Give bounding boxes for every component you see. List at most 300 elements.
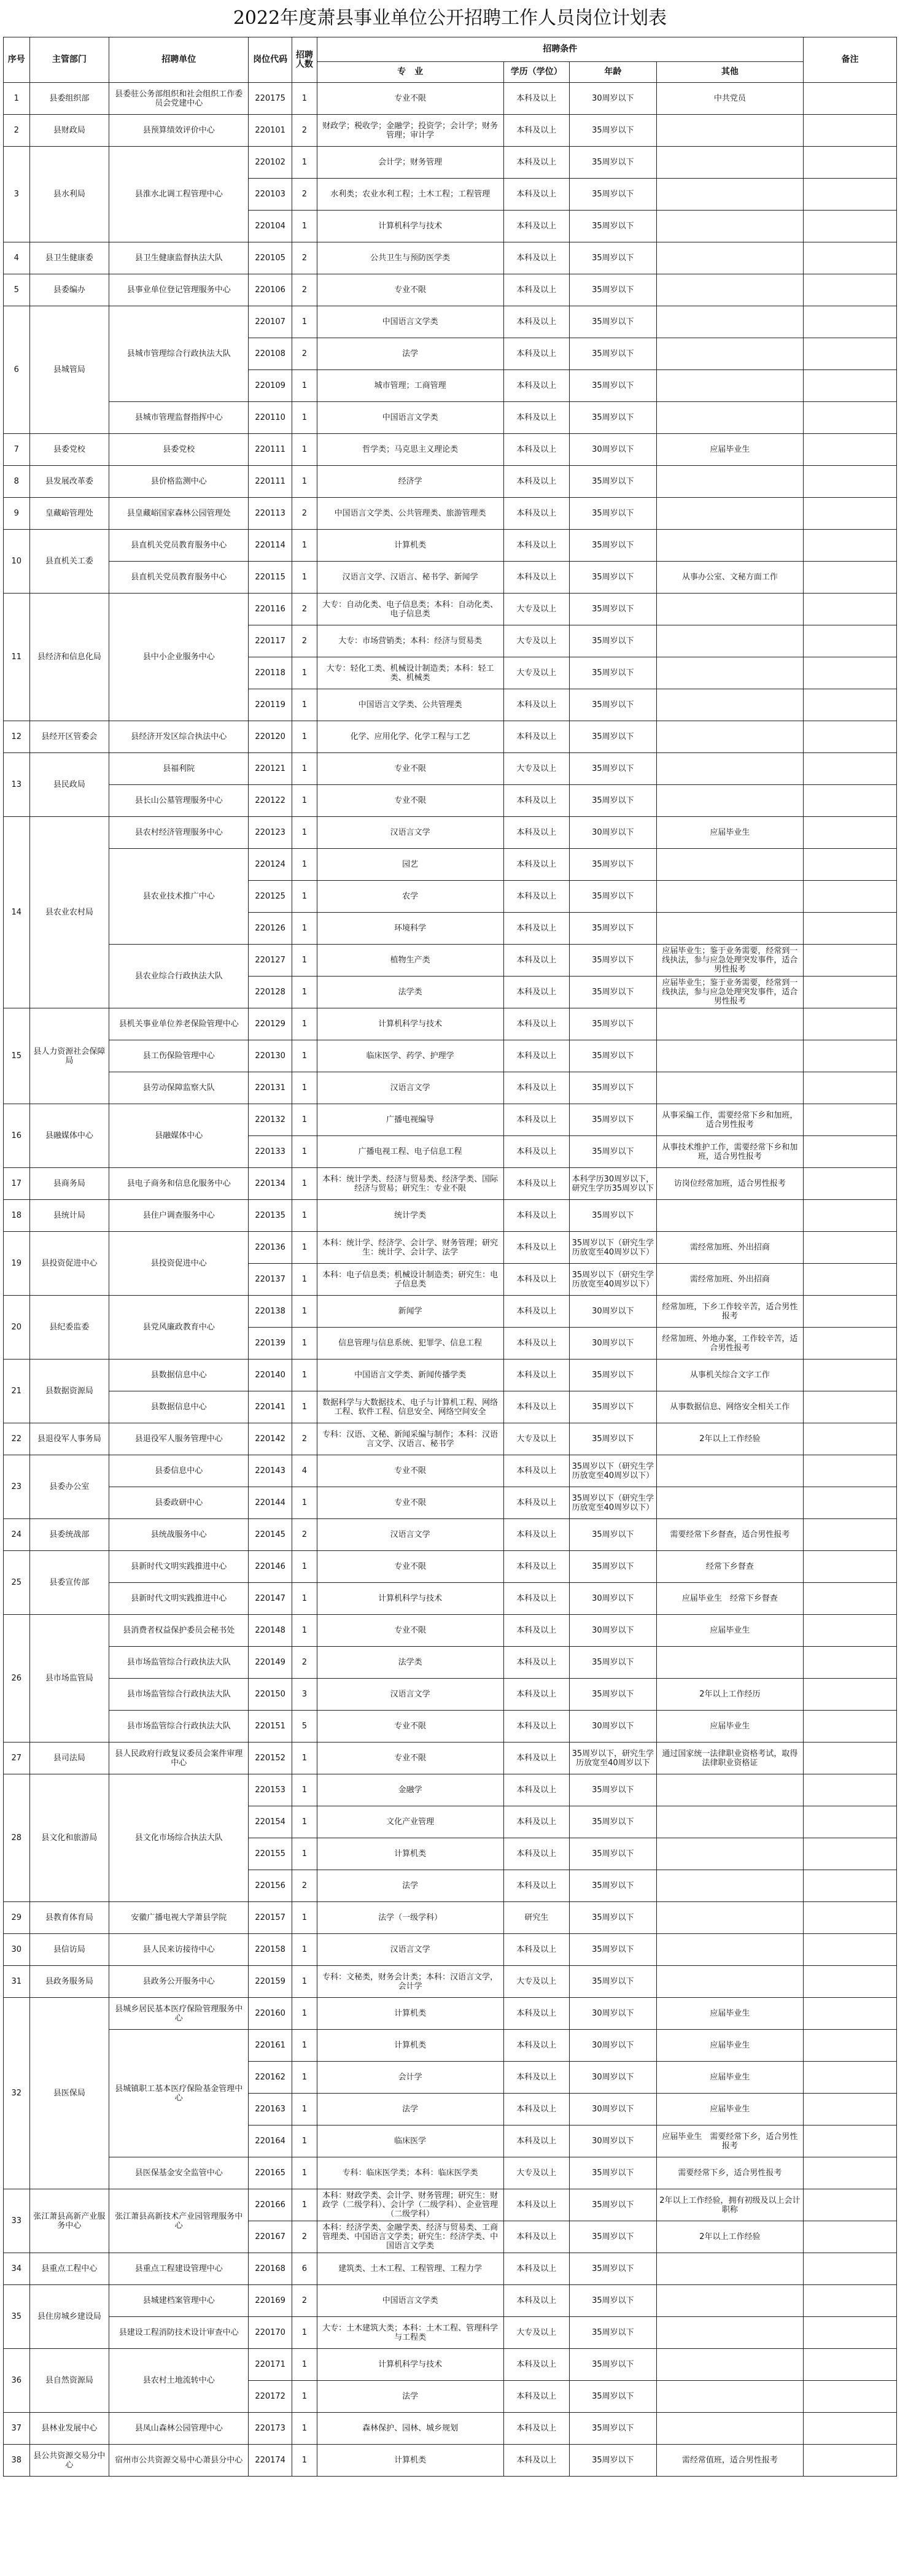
- cell-other: 应届毕业生: [656, 2030, 803, 2062]
- cell-num: 2: [292, 2285, 317, 2317]
- cell-edu: 本科及以上: [503, 562, 569, 594]
- cell-age: 35周岁以下: [569, 594, 656, 625]
- cell-seq: 25: [4, 1551, 30, 1615]
- table-row: [4, 306, 897, 338]
- cell-edu: 本科及以上: [503, 434, 569, 466]
- cell-age: 35周岁以下: [569, 753, 656, 785]
- cell-major: 本科：统计学、经济学、会计学、财务管理；研究生：统计学、会计学、法学: [317, 1232, 503, 1264]
- cell-seq: 9: [4, 498, 30, 530]
- cell-note: [803, 1232, 896, 1264]
- cell-seq: 11: [4, 594, 30, 721]
- cell-age: 35周岁以下: [569, 1679, 656, 1711]
- cell-age: 35周岁以下: [569, 2189, 656, 2221]
- cell-unit: 县中小企业服务中心: [109, 594, 249, 721]
- cell-note: [803, 2349, 896, 2381]
- cell-edu: 本科及以上: [503, 945, 569, 977]
- cell-unit: 宿州市公共资源交易中心萧县分中心: [109, 2445, 249, 2477]
- cell-num: 1: [292, 2349, 317, 2381]
- cell-other: 应届毕业生: [656, 2062, 803, 2094]
- cell-note: [803, 1423, 896, 1455]
- cell-unit: 县人民政府行政复议委员会案件审理中心: [109, 1742, 249, 1774]
- cell-major: 建筑类、土木工程、工程管理、工程力学: [317, 2253, 503, 2285]
- table-row: [4, 849, 897, 881]
- cell-edu: 本科及以上: [503, 817, 569, 849]
- cell-edu: 本科及以上: [503, 2253, 569, 2285]
- cell-edu: 本科及以上: [503, 1742, 569, 1774]
- cell-seq: 22: [4, 1423, 30, 1455]
- header-age: 年龄: [569, 62, 656, 83]
- cell-seq: 26: [4, 1615, 30, 1742]
- cell-note: [803, 1136, 896, 1168]
- cell-major: 临床医学: [317, 2125, 503, 2157]
- cell-dept: 县人力资源社会保障局: [29, 1008, 109, 1104]
- cell-code: 220110: [249, 402, 292, 434]
- cell-major: 计算机科学与技术: [317, 2349, 503, 2381]
- cell-edu: 本科及以上: [503, 1168, 569, 1200]
- cell-edu: 大专及以上: [503, 753, 569, 785]
- cell-age: 35周岁以下: [569, 562, 656, 594]
- cell-major: 文化产业管理: [317, 1806, 503, 1838]
- cell-edu: 本科及以上: [503, 1519, 569, 1551]
- cell-seq: 27: [4, 1742, 30, 1774]
- cell-unit: 县农业技术推广中心: [109, 849, 249, 945]
- cell-code: 220119: [249, 689, 292, 721]
- cell-code: 220172: [249, 2381, 292, 2413]
- cell-age: 35周岁以下: [569, 530, 656, 562]
- cell-code: 220161: [249, 2030, 292, 2062]
- cell-seq: 2: [4, 115, 30, 147]
- cell-age: 35周岁以下: [569, 466, 656, 498]
- table-row: [4, 242, 897, 274]
- cell-other: [656, 753, 803, 785]
- cell-note: [803, 2125, 896, 2157]
- table-row: [4, 2253, 897, 2285]
- cell-edu: 本科及以上: [503, 115, 569, 147]
- cell-dept: 县委组织部: [29, 83, 109, 115]
- cell-other: 应届毕业生: [656, 2094, 803, 2125]
- cell-unit: 县淮水北调工程管理中心: [109, 147, 249, 242]
- cell-dept: 皇藏峪管理处: [29, 498, 109, 530]
- cell-edu: 本科及以上: [503, 1487, 569, 1519]
- cell-seq: 24: [4, 1519, 30, 1551]
- cell-code: 220122: [249, 785, 292, 817]
- cell-num: 1: [292, 1072, 317, 1104]
- cell-edu: 本科及以上: [503, 2349, 569, 2381]
- page-title: 2022年度萧县事业单位公开招聘工作人员岗位计划表: [233, 7, 667, 29]
- cell-dept: 县城管局: [29, 306, 109, 434]
- cell-edu: 本科及以上: [503, 1136, 569, 1168]
- cell-other: 应届毕业生 需要经常下乡，适合男性报考: [656, 2125, 803, 2157]
- cell-age: 35周岁以下: [569, 1360, 656, 1391]
- cell-other: [656, 2381, 803, 2413]
- cell-age: 35周岁以下（研究生学历放宽至40周岁以下）: [569, 1455, 656, 1487]
- cell-code: 220163: [249, 2094, 292, 2125]
- cell-unit: 县市场监管综合行政执法大队: [109, 1647, 249, 1679]
- table-row: [4, 1232, 897, 1264]
- cell-seq: 29: [4, 1902, 30, 1934]
- cell-note: [803, 689, 896, 721]
- table-row: [4, 2157, 897, 2189]
- cell-edu: 本科及以上: [503, 1455, 569, 1487]
- cell-major: 汉语言文学: [317, 817, 503, 849]
- cell-note: [803, 1296, 896, 1328]
- cell-num: 1: [292, 753, 317, 785]
- cell-major: 植物生产类: [317, 945, 503, 977]
- cell-dept: 县委编办: [29, 274, 109, 306]
- cell-num: 1: [292, 721, 317, 753]
- cell-other: [656, 594, 803, 625]
- cell-age: 35周岁以下: [569, 977, 656, 1008]
- cell-other: 需经常加班、外出招商: [656, 1232, 803, 1264]
- table-row: [4, 434, 897, 466]
- table-row: [4, 2285, 897, 2317]
- cell-num: 1: [292, 2157, 317, 2189]
- cell-edu: 本科及以上: [503, 370, 569, 402]
- cell-edu: 本科及以上: [503, 1679, 569, 1711]
- cell-major: 本科：财政学类、会计学、财务管理；研究生：财政学（二级学科）、会计学（二级学科）、企业管理（二级学科）: [317, 2189, 503, 2221]
- cell-dept: 县市场监管局: [29, 1615, 109, 1742]
- cell-code: 220129: [249, 1008, 292, 1040]
- cell-code: 220169: [249, 2285, 292, 2317]
- table-body: [4, 83, 897, 2477]
- cell-note: [803, 817, 896, 849]
- cell-major: 专业不限: [317, 1455, 503, 1487]
- cell-seq: 6: [4, 306, 30, 434]
- cell-age: 35周岁以下: [569, 2285, 656, 2317]
- cell-age: 30周岁以下: [569, 1583, 656, 1615]
- cell-major: 中国语言文学类、新闻传播学类: [317, 1360, 503, 1391]
- cell-other: [656, 1040, 803, 1072]
- cell-unit: 县农业综合行政执法大队: [109, 945, 249, 1008]
- cell-major: 金融学: [317, 1774, 503, 1806]
- cell-code: 220133: [249, 1136, 292, 1168]
- cell-unit: 县数据信息中心: [109, 1391, 249, 1423]
- cell-note: [803, 1104, 896, 1136]
- cell-edu: 大专及以上: [503, 1423, 569, 1455]
- cell-age: 35周岁以下: [569, 2445, 656, 2477]
- cell-code: 220160: [249, 1998, 292, 2030]
- cell-num: 1: [292, 1966, 317, 1998]
- cell-other: [656, 1647, 803, 1679]
- cell-num: 2: [292, 2221, 317, 2253]
- cell-other: [656, 2413, 803, 2445]
- cell-age: 35周岁以下: [569, 913, 656, 945]
- cell-edu: 本科及以上: [503, 881, 569, 913]
- cell-dept: 县委宣传部: [29, 1551, 109, 1615]
- cell-edu: 本科及以上: [503, 2189, 569, 2221]
- cell-age: 35周岁以下: [569, 1391, 656, 1423]
- cell-num: 1: [292, 1902, 317, 1934]
- cell-num: 1: [292, 562, 317, 594]
- cell-num: 2: [292, 338, 317, 370]
- cell-code: 220108: [249, 338, 292, 370]
- cell-other: [656, 147, 803, 179]
- cell-dept: 县司法局: [29, 1742, 109, 1774]
- cell-other: 2年以上工作经验，拥有初级及以上会计职称: [656, 2189, 803, 2221]
- cell-num: 4: [292, 1455, 317, 1487]
- cell-num: 1: [292, 147, 317, 179]
- table-row: [4, 1487, 897, 1519]
- cell-other: 应届毕业生: [656, 434, 803, 466]
- table-row: [4, 1519, 897, 1551]
- cell-age: 30周岁以下: [569, 2062, 656, 2094]
- cell-major: 大专：自动化类、电子信息类；本科：自动化类、电子信息类: [317, 594, 503, 625]
- cell-num: 1: [292, 1104, 317, 1136]
- cell-other: 通过国家统一法律职业资格考试，取得法律职业资格证: [656, 1742, 803, 1774]
- cell-num: 1: [292, 1136, 317, 1168]
- table-row: [4, 753, 897, 785]
- cell-code: 220168: [249, 2253, 292, 2285]
- cell-unit: 县融媒体中心: [109, 1104, 249, 1168]
- cell-age: 35周岁以下: [569, 945, 656, 977]
- cell-edu: 本科及以上: [503, 1040, 569, 1072]
- cell-code: 220106: [249, 274, 292, 306]
- cell-age: 35周岁以下: [569, 1966, 656, 1998]
- cell-major: 本科：电子信息类；机械设计制造类；研究生：电子信息类: [317, 1264, 503, 1296]
- cell-note: [803, 657, 896, 689]
- cell-code: 220116: [249, 594, 292, 625]
- cell-num: 1: [292, 1264, 317, 1296]
- table-row: [4, 1934, 897, 1966]
- cell-age: 35周岁以下（研究生学历放宽至40周岁以下）: [569, 1232, 656, 1264]
- cell-note: [803, 1391, 896, 1423]
- table-row: [4, 530, 897, 562]
- cell-unit: 县预算绩效评价中心: [109, 115, 249, 147]
- cell-code: 220141: [249, 1391, 292, 1423]
- cell-other: 应届毕业生: [656, 1711, 803, 1742]
- cell-num: 1: [292, 913, 317, 945]
- cell-num: 1: [292, 466, 317, 498]
- cell-code: 220138: [249, 1296, 292, 1328]
- cell-note: [803, 466, 896, 498]
- cell-unit: 县委政研中心: [109, 1487, 249, 1519]
- cell-code: 220174: [249, 2445, 292, 2477]
- cell-unit: 县劳动保障监察大队: [109, 1072, 249, 1104]
- cell-dept: 县住房城乡建设局: [29, 2285, 109, 2349]
- cell-other: 需经常值班，适合男性报考: [656, 2445, 803, 2477]
- table-row: [4, 1679, 897, 1711]
- cell-major: 数据科学与大数据技术、电子与计算机工程、网络工程、软件工程、信息安全、网络空间安全: [317, 1391, 503, 1423]
- cell-num: 1: [292, 2125, 317, 2157]
- cell-other: 应届毕业生；鉴于业务需要，经常到一线执法，参与应急处理突发事件，适合男性报考: [656, 945, 803, 977]
- cell-age: 35周岁以下: [569, 211, 656, 242]
- cell-major: 会计学: [317, 2062, 503, 2094]
- cell-unit: 县城乡居民基本医疗保险管理服务中心: [109, 1998, 249, 2030]
- header-unit: 招聘单位: [109, 37, 249, 83]
- cell-unit: 县长山公墓管理服务中心: [109, 785, 249, 817]
- cell-major: 园艺: [317, 849, 503, 881]
- cell-edu: 大专及以上: [503, 1966, 569, 1998]
- cell-age: 35周岁以下: [569, 849, 656, 881]
- cell-code: 220143: [249, 1455, 292, 1487]
- cell-code: 220159: [249, 1966, 292, 1998]
- cell-code: 220157: [249, 1902, 292, 1934]
- cell-edu: 本科及以上: [503, 1711, 569, 1742]
- cell-note: [803, 1519, 896, 1551]
- cell-age: 35周岁以下: [569, 2253, 656, 2285]
- cell-edu: 本科及以上: [503, 977, 569, 1008]
- cell-edu: 本科及以上: [503, 306, 569, 338]
- cell-other: [656, 1902, 803, 1934]
- cell-major: 专业不限: [317, 1487, 503, 1519]
- cell-age: 35周岁以下: [569, 625, 656, 657]
- cell-edu: 本科及以上: [503, 689, 569, 721]
- cell-age: 30周岁以下: [569, 2094, 656, 2125]
- cell-dept: 县统计局: [29, 1200, 109, 1232]
- cell-major: 信息管理与信息系统、犯罪学、信息工程: [317, 1328, 503, 1360]
- cell-code: 220114: [249, 530, 292, 562]
- cell-code: 220139: [249, 1328, 292, 1360]
- header-edu: 学历（学位）: [503, 62, 569, 83]
- cell-note: [803, 498, 896, 530]
- cell-age: 30周岁以下: [569, 83, 656, 115]
- cell-major: 中国语言文学类: [317, 306, 503, 338]
- cell-code: 220144: [249, 1487, 292, 1519]
- cell-major: 法学类: [317, 1647, 503, 1679]
- cell-note: [803, 2157, 896, 2189]
- cell-seq: 7: [4, 434, 30, 466]
- cell-dept: 县卫生健康委: [29, 242, 109, 274]
- cell-code: 220149: [249, 1647, 292, 1679]
- cell-num: 5: [292, 1711, 317, 1742]
- cell-edu: 本科及以上: [503, 1551, 569, 1583]
- cell-note: [803, 2317, 896, 2349]
- cell-major: 法学类: [317, 977, 503, 1008]
- cell-num: 1: [292, 1806, 317, 1838]
- cell-unit: 县福利院: [109, 753, 249, 785]
- table-row: [4, 1200, 897, 1232]
- cell-age: 30周岁以下: [569, 434, 656, 466]
- cell-major: 法学: [317, 2094, 503, 2125]
- cell-code: 220150: [249, 1679, 292, 1711]
- cell-note: [803, 1870, 896, 1902]
- cell-note: [803, 242, 896, 274]
- cell-note: [803, 2285, 896, 2317]
- cell-note: [803, 1998, 896, 2030]
- cell-other: [656, 370, 803, 402]
- cell-num: 1: [292, 1360, 317, 1391]
- cell-note: [803, 2094, 896, 2125]
- cell-code: 220147: [249, 1583, 292, 1615]
- cell-age: 35周岁以下: [569, 1806, 656, 1838]
- cell-other: [656, 1487, 803, 1519]
- cell-age: 35周岁以下（研究生学历放宽至40周岁以下）: [569, 1264, 656, 1296]
- table-row: [4, 1104, 897, 1136]
- cell-edu: 本科及以上: [503, 402, 569, 434]
- cell-dept: 县教育体育局: [29, 1902, 109, 1934]
- cell-seq: 35: [4, 2285, 30, 2349]
- cell-note: [803, 402, 896, 434]
- cell-other: [656, 881, 803, 913]
- cell-code: 220111: [249, 434, 292, 466]
- cell-major: 计算机科学与技术: [317, 1583, 503, 1615]
- cell-num: 1: [292, 1296, 317, 1328]
- cell-edu: 本科及以上: [503, 338, 569, 370]
- cell-age: 35周岁以下: [569, 1072, 656, 1104]
- cell-other: 应届毕业生: [656, 1998, 803, 2030]
- cell-other: [656, 179, 803, 211]
- cell-other: [656, 1838, 803, 1870]
- cell-edu: 本科及以上: [503, 1806, 569, 1838]
- cell-dept: 县退役军人事务局: [29, 1423, 109, 1455]
- cell-dept: 县文化和旅游局: [29, 1774, 109, 1902]
- cell-dept: 县公共资源交易分中心: [29, 2445, 109, 2477]
- cell-major: 专业不限: [317, 785, 503, 817]
- table-row: [4, 2349, 897, 2381]
- cell-dept: 县医保局: [29, 1998, 109, 2189]
- cell-note: [803, 1774, 896, 1806]
- cell-code: 220130: [249, 1040, 292, 1072]
- cell-seq: 12: [4, 721, 30, 753]
- cell-num: 1: [292, 1774, 317, 1806]
- cell-unit: 县数据信息中心: [109, 1360, 249, 1391]
- cell-age: 35周岁以下: [569, 1519, 656, 1551]
- cell-edu: 本科及以上: [503, 1200, 569, 1232]
- cell-edu: 本科及以上: [503, 1391, 569, 1423]
- cell-unit: 县卫生健康监督执法大队: [109, 242, 249, 274]
- cell-other: [656, 306, 803, 338]
- cell-edu: 本科及以上: [503, 83, 569, 115]
- cell-other: 从事机关综合文字工作: [656, 1360, 803, 1391]
- header-conditions: 招聘条件: [317, 37, 803, 62]
- cell-note: [803, 594, 896, 625]
- cell-edu: 大专及以上: [503, 657, 569, 689]
- cell-code: 220135: [249, 1200, 292, 1232]
- cell-major: 广播电视编导: [317, 1104, 503, 1136]
- cell-other: [656, 402, 803, 434]
- cell-unit: 县投资促进中心: [109, 1232, 249, 1296]
- cell-note: [803, 1168, 896, 1200]
- table-row: [4, 1583, 897, 1615]
- cell-note: [803, 1806, 896, 1838]
- cell-note: [803, 1742, 896, 1774]
- cell-dept: 县数据资源局: [29, 1360, 109, 1423]
- cell-unit: 县价格监测中心: [109, 466, 249, 498]
- cell-code: 220156: [249, 1870, 292, 1902]
- cell-major: 计算机类: [317, 1838, 503, 1870]
- cell-age: 35周岁以下: [569, 179, 656, 211]
- cell-age: 35周岁以下: [569, 881, 656, 913]
- cell-edu: 本科及以上: [503, 2445, 569, 2477]
- cell-num: 1: [292, 1615, 317, 1647]
- cell-code: 220134: [249, 1168, 292, 1200]
- table-row: [4, 817, 897, 849]
- cell-other: [656, 1455, 803, 1487]
- cell-seq: 1: [4, 83, 30, 115]
- cell-note: [803, 1328, 896, 1360]
- cell-edu: 本科及以上: [503, 2221, 569, 2253]
- table-row: [4, 1742, 897, 1774]
- cell-num: 1: [292, 1008, 317, 1040]
- table-row: [4, 402, 897, 434]
- cell-other: 2年以上工作经历: [656, 1679, 803, 1711]
- cell-num: 1: [292, 1742, 317, 1774]
- cell-major: 统计学类: [317, 1200, 503, 1232]
- cell-note: [803, 2221, 896, 2253]
- cell-num: 1: [292, 2317, 317, 2349]
- cell-code: 220154: [249, 1806, 292, 1838]
- cell-note: [803, 2381, 896, 2413]
- cell-num: 1: [292, 1551, 317, 1583]
- header-code: 岗位代码: [249, 37, 292, 83]
- cell-edu: 研究生: [503, 1902, 569, 1934]
- cell-code: 220104: [249, 211, 292, 242]
- cell-code: 220105: [249, 242, 292, 274]
- cell-major: 经济学: [317, 466, 503, 498]
- cell-major: 广播电视工程、电子信息工程: [317, 1136, 503, 1168]
- cell-major: 森林保护、园林、城乡规划: [317, 2413, 503, 2445]
- cell-major: 本科：经济学类、金融学类、经济与贸易类、工商管理类、中国语言文学类；研究生：经济学类、中国语言文学类: [317, 2221, 503, 2253]
